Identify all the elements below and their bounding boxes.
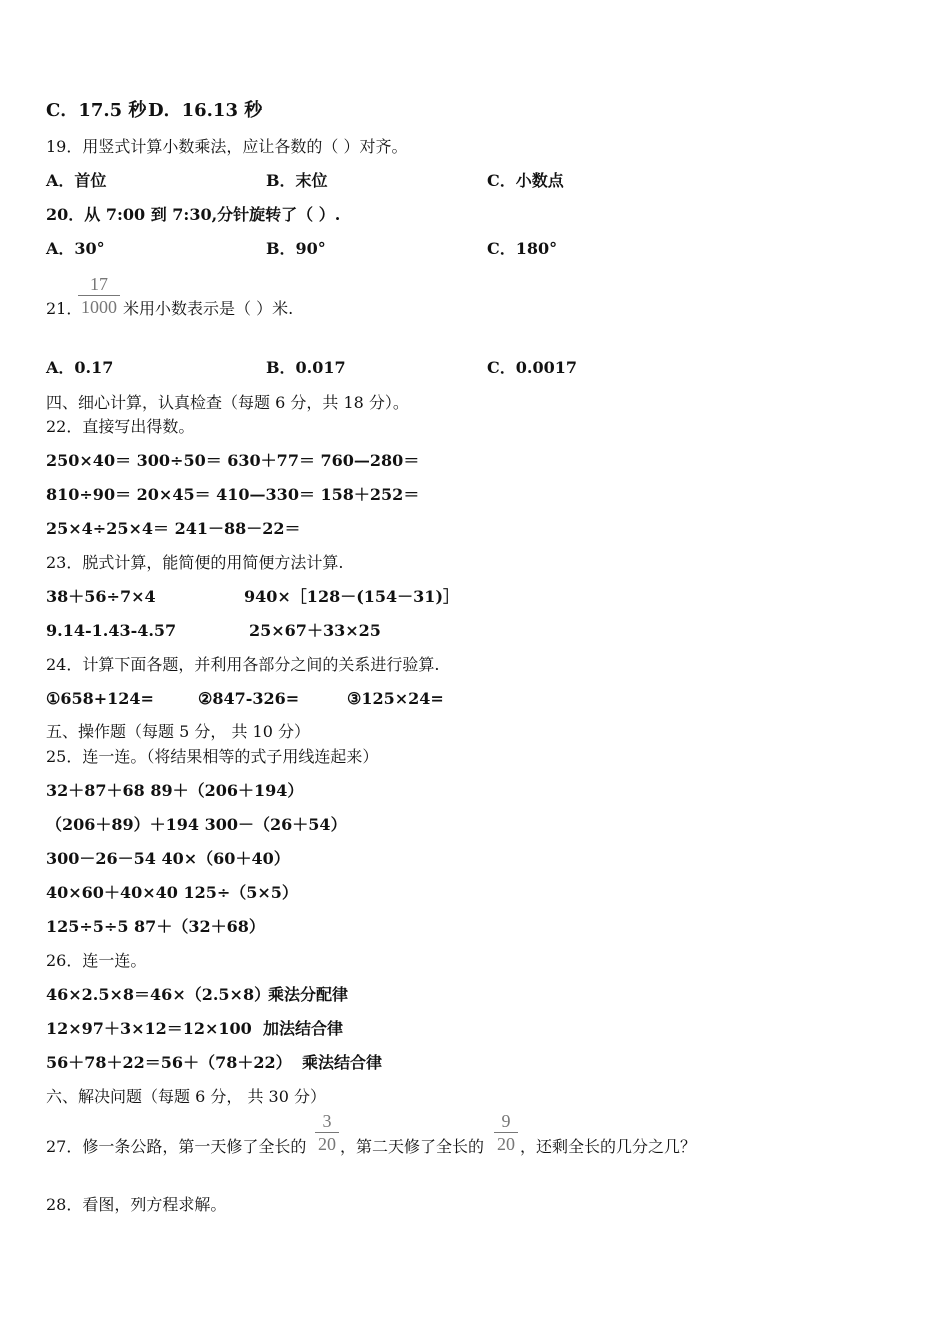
q18-option-d: D．16.13 秒 xyxy=(148,100,263,121)
section-4-heading: 四、细心计算，认真检查（每题 6 分，共 18 分）。 xyxy=(46,393,409,412)
q20-option-a: A．30° xyxy=(46,239,105,258)
section-5-heading: 五、操作题（每题 5 分， 共 10 分） xyxy=(46,722,310,741)
q19-option-a: A．首位 xyxy=(46,171,107,190)
fraction-bar xyxy=(315,1132,339,1133)
q25-row-3: 300－26－54 40×（60＋40） xyxy=(46,849,290,868)
q27-fraction-2-denominator: 20 xyxy=(497,1134,515,1154)
section-6-heading: 六、解决问题（每题 6 分， 共 30 分） xyxy=(46,1087,326,1106)
q26-stem: 26．连一连。 xyxy=(46,951,147,970)
q20-option-c: C．180° xyxy=(487,239,558,258)
q26-left-3: 56＋78＋22＝56＋（78＋22） xyxy=(46,1053,292,1072)
q26-right-1: 乘法分配律 xyxy=(268,985,349,1004)
q21-fraction-numerator: 17 xyxy=(90,274,108,294)
q21-stem: 米用小数表示是（ ）米. xyxy=(123,299,294,318)
q22-row-2: 810÷90＝ 20×45＝ 410—330＝ 158＋252＝ xyxy=(46,485,420,504)
q20-stem: 20．从 7:00 到 7:30,分针旋转了（ ）. xyxy=(46,205,341,224)
q27-part-3: ，还剩全长的几分之几？ xyxy=(520,1137,697,1156)
q27-fraction-2-numerator: 9 xyxy=(501,1111,511,1131)
q26-right-2: 加法结合律 xyxy=(263,1019,344,1038)
q25-row-2: （206＋89）＋194 300－（26＋54） xyxy=(46,815,347,834)
q21-fraction-denominator: 1000 xyxy=(81,297,117,317)
q21-number: 21． xyxy=(46,299,83,318)
q18-option-c: C．17.5 秒 xyxy=(46,100,147,121)
q26-right-3: 乘法结合律 xyxy=(302,1053,383,1072)
q20-option-b: B．90° xyxy=(266,239,326,258)
q24-item-2: ②847-326= xyxy=(198,689,300,708)
q23-expr-2: 940×［128－(154－31)］ xyxy=(244,587,460,606)
q21-option-a: A．0.17 xyxy=(46,358,114,377)
fraction-bar xyxy=(494,1132,518,1133)
fraction-bar xyxy=(78,295,120,296)
q27-fraction-1-numerator: 3 xyxy=(322,1111,332,1131)
q27-part-1: 27．修一条公路，第一天修了全长的 xyxy=(46,1137,307,1156)
q21-option-b: B．0.017 xyxy=(266,358,346,377)
q26-left-1: 46×2.5×8＝46×（2.5×8） xyxy=(46,985,271,1004)
q24-stem: 24．计算下面各题，并利用各部分之间的关系进行验算. xyxy=(46,655,440,674)
q25-stem: 25．连一连。（将结果相等的式子用线连起来） xyxy=(46,747,379,766)
q23-stem: 23．脱式计算，能简便的用简便方法计算. xyxy=(46,553,344,572)
q28-stem: 28．看图，列方程求解。 xyxy=(46,1195,227,1214)
q23-expr-4: 25×67＋33×25 xyxy=(249,621,381,640)
q21-option-c: C．0.0017 xyxy=(487,358,577,377)
q21-fraction xyxy=(78,274,120,317)
q23-expr-1: 38＋56÷7×4 xyxy=(46,587,156,606)
q23-expr-3: 9.14-1.43-4.57 xyxy=(46,621,177,640)
q25-row-4: 40×60＋40×40 125÷（5×5） xyxy=(46,883,298,902)
q19-stem: 19．用竖式计算小数乘法，应让各数的（ ）对齐。 xyxy=(46,137,408,156)
q22-row-3: 25×4÷25×4＝ 241－88－22＝ xyxy=(46,519,301,538)
q25-row-5: 125÷5÷5 87＋（32＋68） xyxy=(46,917,265,936)
q24-item-1: ①658+124= xyxy=(46,689,154,708)
q24-item-3: ③125×24= xyxy=(347,689,444,708)
q25-row-1: 32＋87＋68 89＋（206＋194） xyxy=(46,781,304,800)
q26-left-2: 12×97＋3×12＝12×100 xyxy=(46,1019,252,1038)
q19-option-b: B．末位 xyxy=(266,171,328,190)
q27-fraction-1-denominator: 20 xyxy=(318,1134,336,1154)
q27-fraction-2 xyxy=(494,1111,518,1154)
q22-stem: 22．直接写出得数。 xyxy=(46,417,195,436)
q27-fraction-1 xyxy=(315,1111,339,1154)
q27-part-2: ，第二天修了全长的 xyxy=(340,1137,485,1156)
q19-option-c: C．小数点 xyxy=(487,171,564,190)
q22-row-1: 250×40＝ 300÷50＝ 630＋77＝ 760—280＝ xyxy=(46,451,420,470)
